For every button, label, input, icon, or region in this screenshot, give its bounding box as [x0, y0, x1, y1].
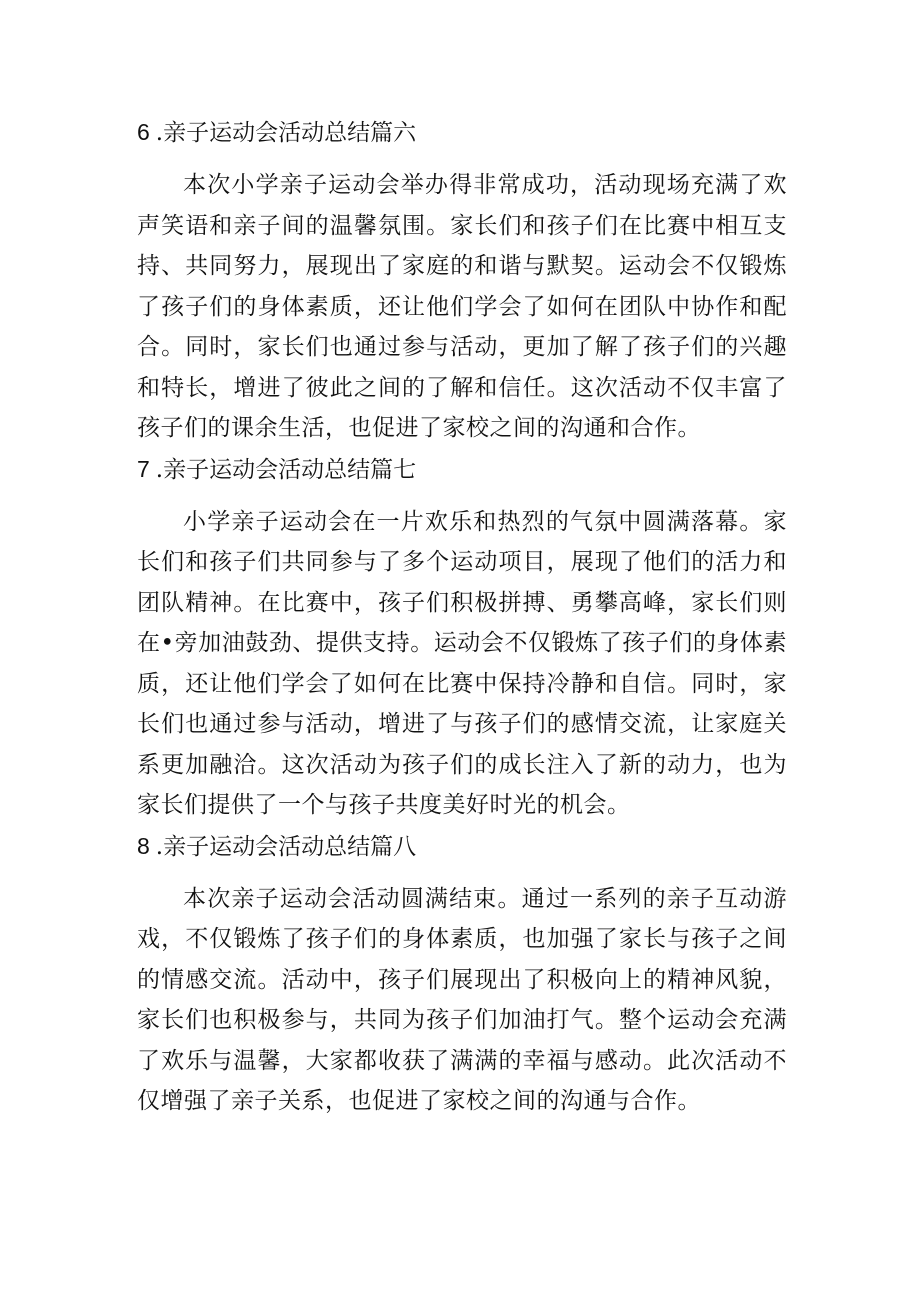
- section-title: .亲子运动会活动总结篇八: [155, 833, 417, 860]
- section-heading-6: [137, 112, 787, 153]
- section-paragraph-8: 本次亲子运动会活动圆满结束。通过一系列的亲子互动游戏，不仅锻炼了孩子们的身体素质，也加强了家长与孩子之间的情感交流。活动中，孩子们展现出了积极向上的精神风貌，家长们也积极参与，共同为孩子们加油打气。整个运动会充满了欢乐与温馨，大家都收获了满满的幸福与感动。此次活动不仅增强了亲子关系，也促进了家校之间的沟通与合作。: [137, 885, 787, 1114]
- section-title: .亲子运动会活动总结篇六: [155, 120, 417, 146]
- section-number: 7: [137, 455, 150, 482]
- section-paragraph-6: 本次小学亲子运动会举办得非常成功，活动现场充满了欢声笑语和亲子间的温馨氛围。家长们和孩子们在比赛中相互支持、共同努力，展现出了家庭的和谐与默契。运动会不仅锻炼了孩子们的身体素质，还让他们学会了如何在团队中协作和配合。同时，家长们也通过参与活动，更加了解了孩子们的兴趣和特长，增进了彼此之间的了解和信任。这次活动不仅丰富了孩子们的课余生活，也促进了家校之间的沟通和合作。: [137, 172, 787, 441]
- section-paragraph-7: 小学亲子运动会在一片欢乐和热烈的气氛中圆满落幕。家长们和孩子们共同参与了多个运动项目，展现了他们的活力和团队精神。在比赛中，孩子们积极拼搏、勇攀高峰，家长们则在•旁加油鼓劲、提供支持。运动会不仅锻炼了孩子们的身体素质，还让他们学会了如何在比赛中保持冷静和自信。同时，家长们也通过参与活动，增进了与孩子们的感情交流，让家庭关系更加融洽。这次活动为孩子们的成长注入了新的动力，也为家长们提供了一个与孩子共度美好时光的机会。: [137, 508, 787, 818]
- section-number: 8: [137, 832, 150, 859]
- section-heading-7: [137, 449, 787, 490]
- section-title: .亲子运动会活动总结篇七: [155, 456, 417, 483]
- document-body: [137, 112, 787, 1122]
- section-heading-8: [137, 826, 787, 867]
- section-number: 6: [137, 119, 150, 145]
